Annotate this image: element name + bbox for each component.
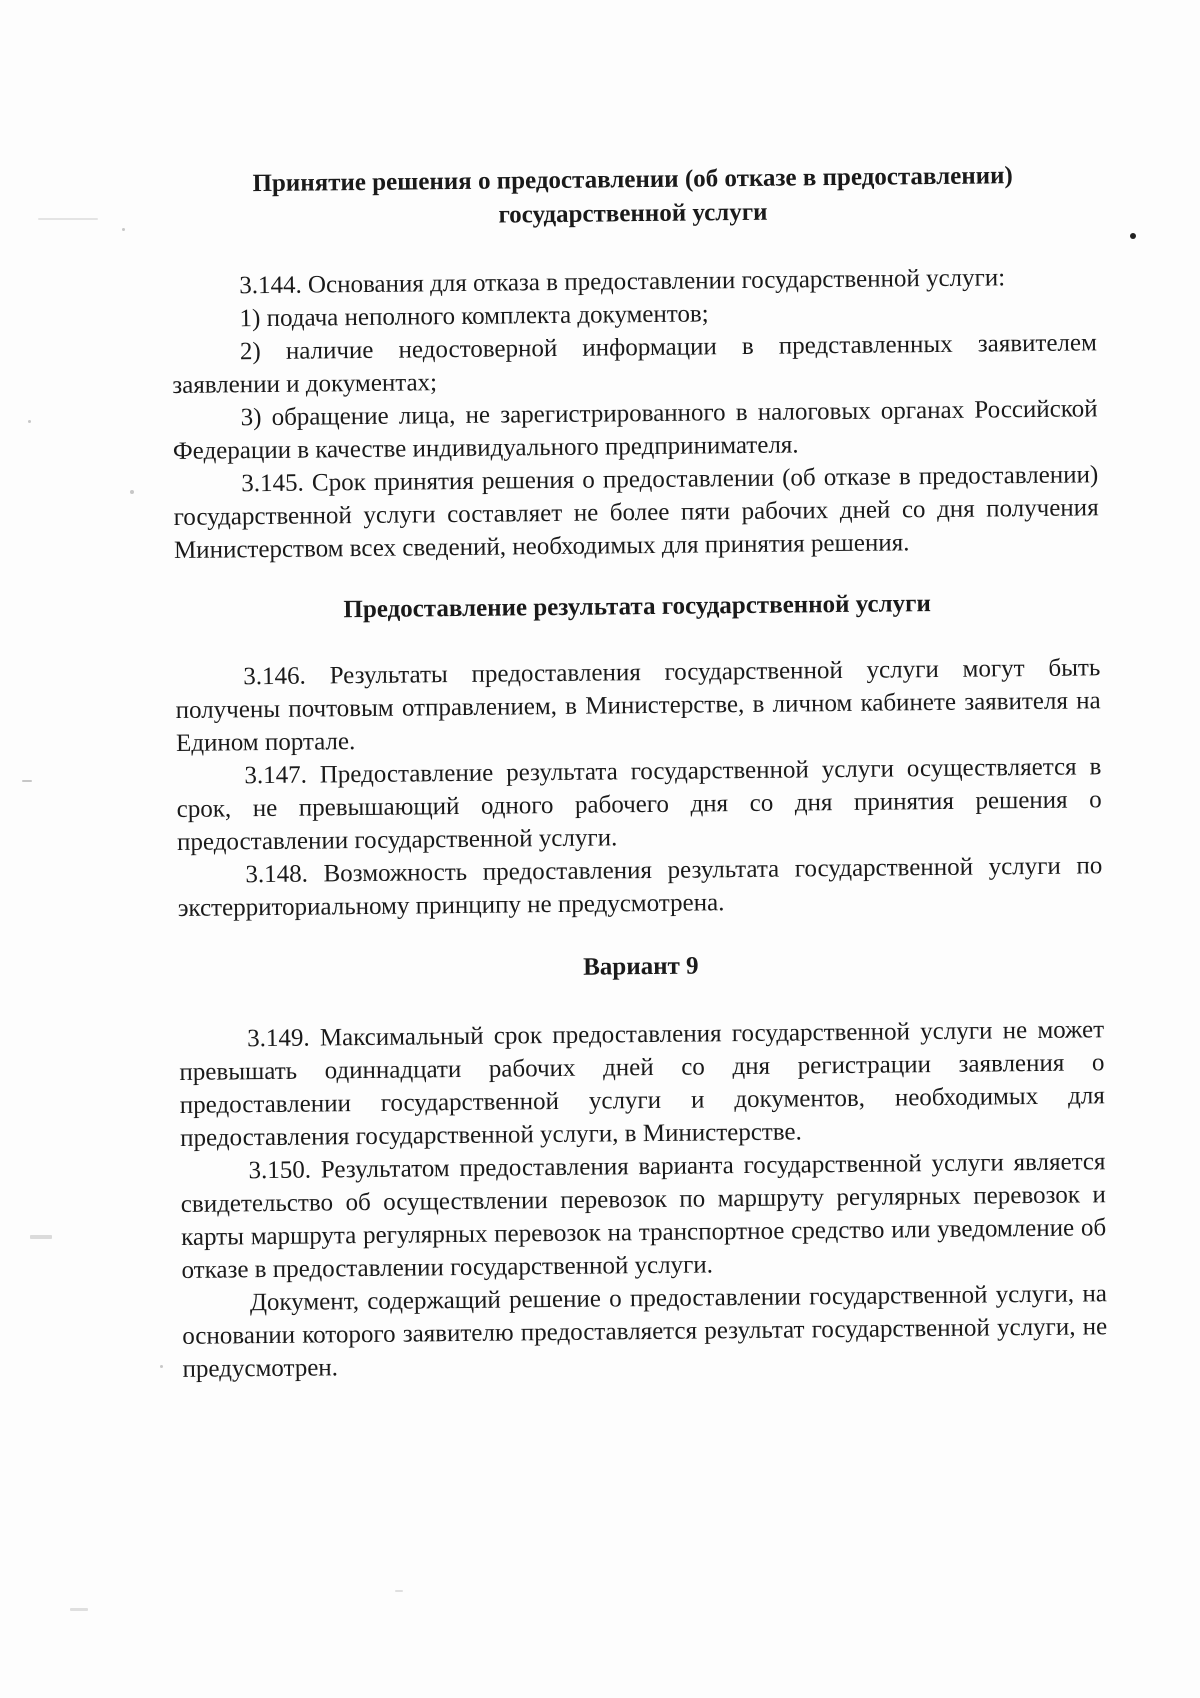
- list-item-1: 1) подача неполного комплекта документов;: [239, 300, 709, 333]
- section-heading-variant-9: Вариант 9: [583, 952, 699, 981]
- paragraph-3-144: 3.144. Основания для отказа в предоставлении государственной услуги:: [239, 264, 1006, 300]
- scan-speck: [22, 780, 32, 782]
- scan-speck: [395, 1590, 403, 1592]
- scan-speck: [30, 1235, 52, 1239]
- scan-speck: [122, 228, 125, 231]
- list-item-3: 3) обращение лица, не зарегистрированного в налоговых органах Российской Федерации в качестве индивидуального предпринимателя.: [172, 395, 1098, 465]
- scan-mark-dot: [1130, 233, 1136, 239]
- paragraph-3-149: 3.149. Максимальный срок предоставления государственной услуги не может превышать одиннадцати рабочих дней со дня регистрации заявления о предоставлении государственной услуги и документов, необходимых для предоставления государственной услуги, в Министерстве.: [179, 1016, 1105, 1152]
- scan-speck: [70, 1608, 88, 1611]
- scan-speck: [130, 490, 134, 494]
- paragraph-3-147: 3.147. Предоставление результата государственной услуги осуществляется в срок, не превышающий одного рабочего дня со дня принятия решения о предоставлении государственной услуги.: [176, 753, 1102, 856]
- paragraph-document-note: Документ, содержащий решение о предоставлении государственной услуги, на основании которого заявителю предоставляется результат государственной услуги, не предусмотрен.: [182, 1280, 1108, 1383]
- paragraph-3-150: 3.150. Результатом предоставления варианта государственной услуги является свидетельство об осуществлении перевозок по маршруту регулярных перевозок и карты маршрута регулярных перевозок на транспортное средство или уведомление об отказе в предоставлении государственной услуги.: [180, 1148, 1107, 1284]
- scan-speck: [160, 1365, 163, 1368]
- paragraph-3-146: 3.146. Результаты предоставления государственной услуги могут быть получены почтовым отправлением, в Министерстве, в личном кабинете заявителя на Едином портале.: [175, 654, 1101, 757]
- scan-speck: [38, 218, 98, 220]
- paragraph-3-145: 3.145. Срок принятия решения о предоставлении (об отказе в предоставлении) государственной услуги составляет не более пяти рабочих дней со дня получения Министерством всех сведений, необходимых для принятия решения.: [173, 461, 1099, 564]
- document-body: [170, 158, 1108, 1386]
- section-heading-decision: Принятие решения о предоставлении (об отказе в предоставлении) государственной услуги: [252, 162, 1013, 229]
- paragraph-3-148: 3.148. Возможность предоставления результата государственной услуги по экстерриториальному принципу не предусмотрена.: [177, 852, 1103, 922]
- section-heading-result: Предоставление результата государственной услуги: [343, 590, 931, 624]
- list-item-2: 2) наличие недостоверной информации в представленных заявителем заявлении и документах;: [172, 329, 1098, 399]
- scan-speck: [28, 420, 31, 423]
